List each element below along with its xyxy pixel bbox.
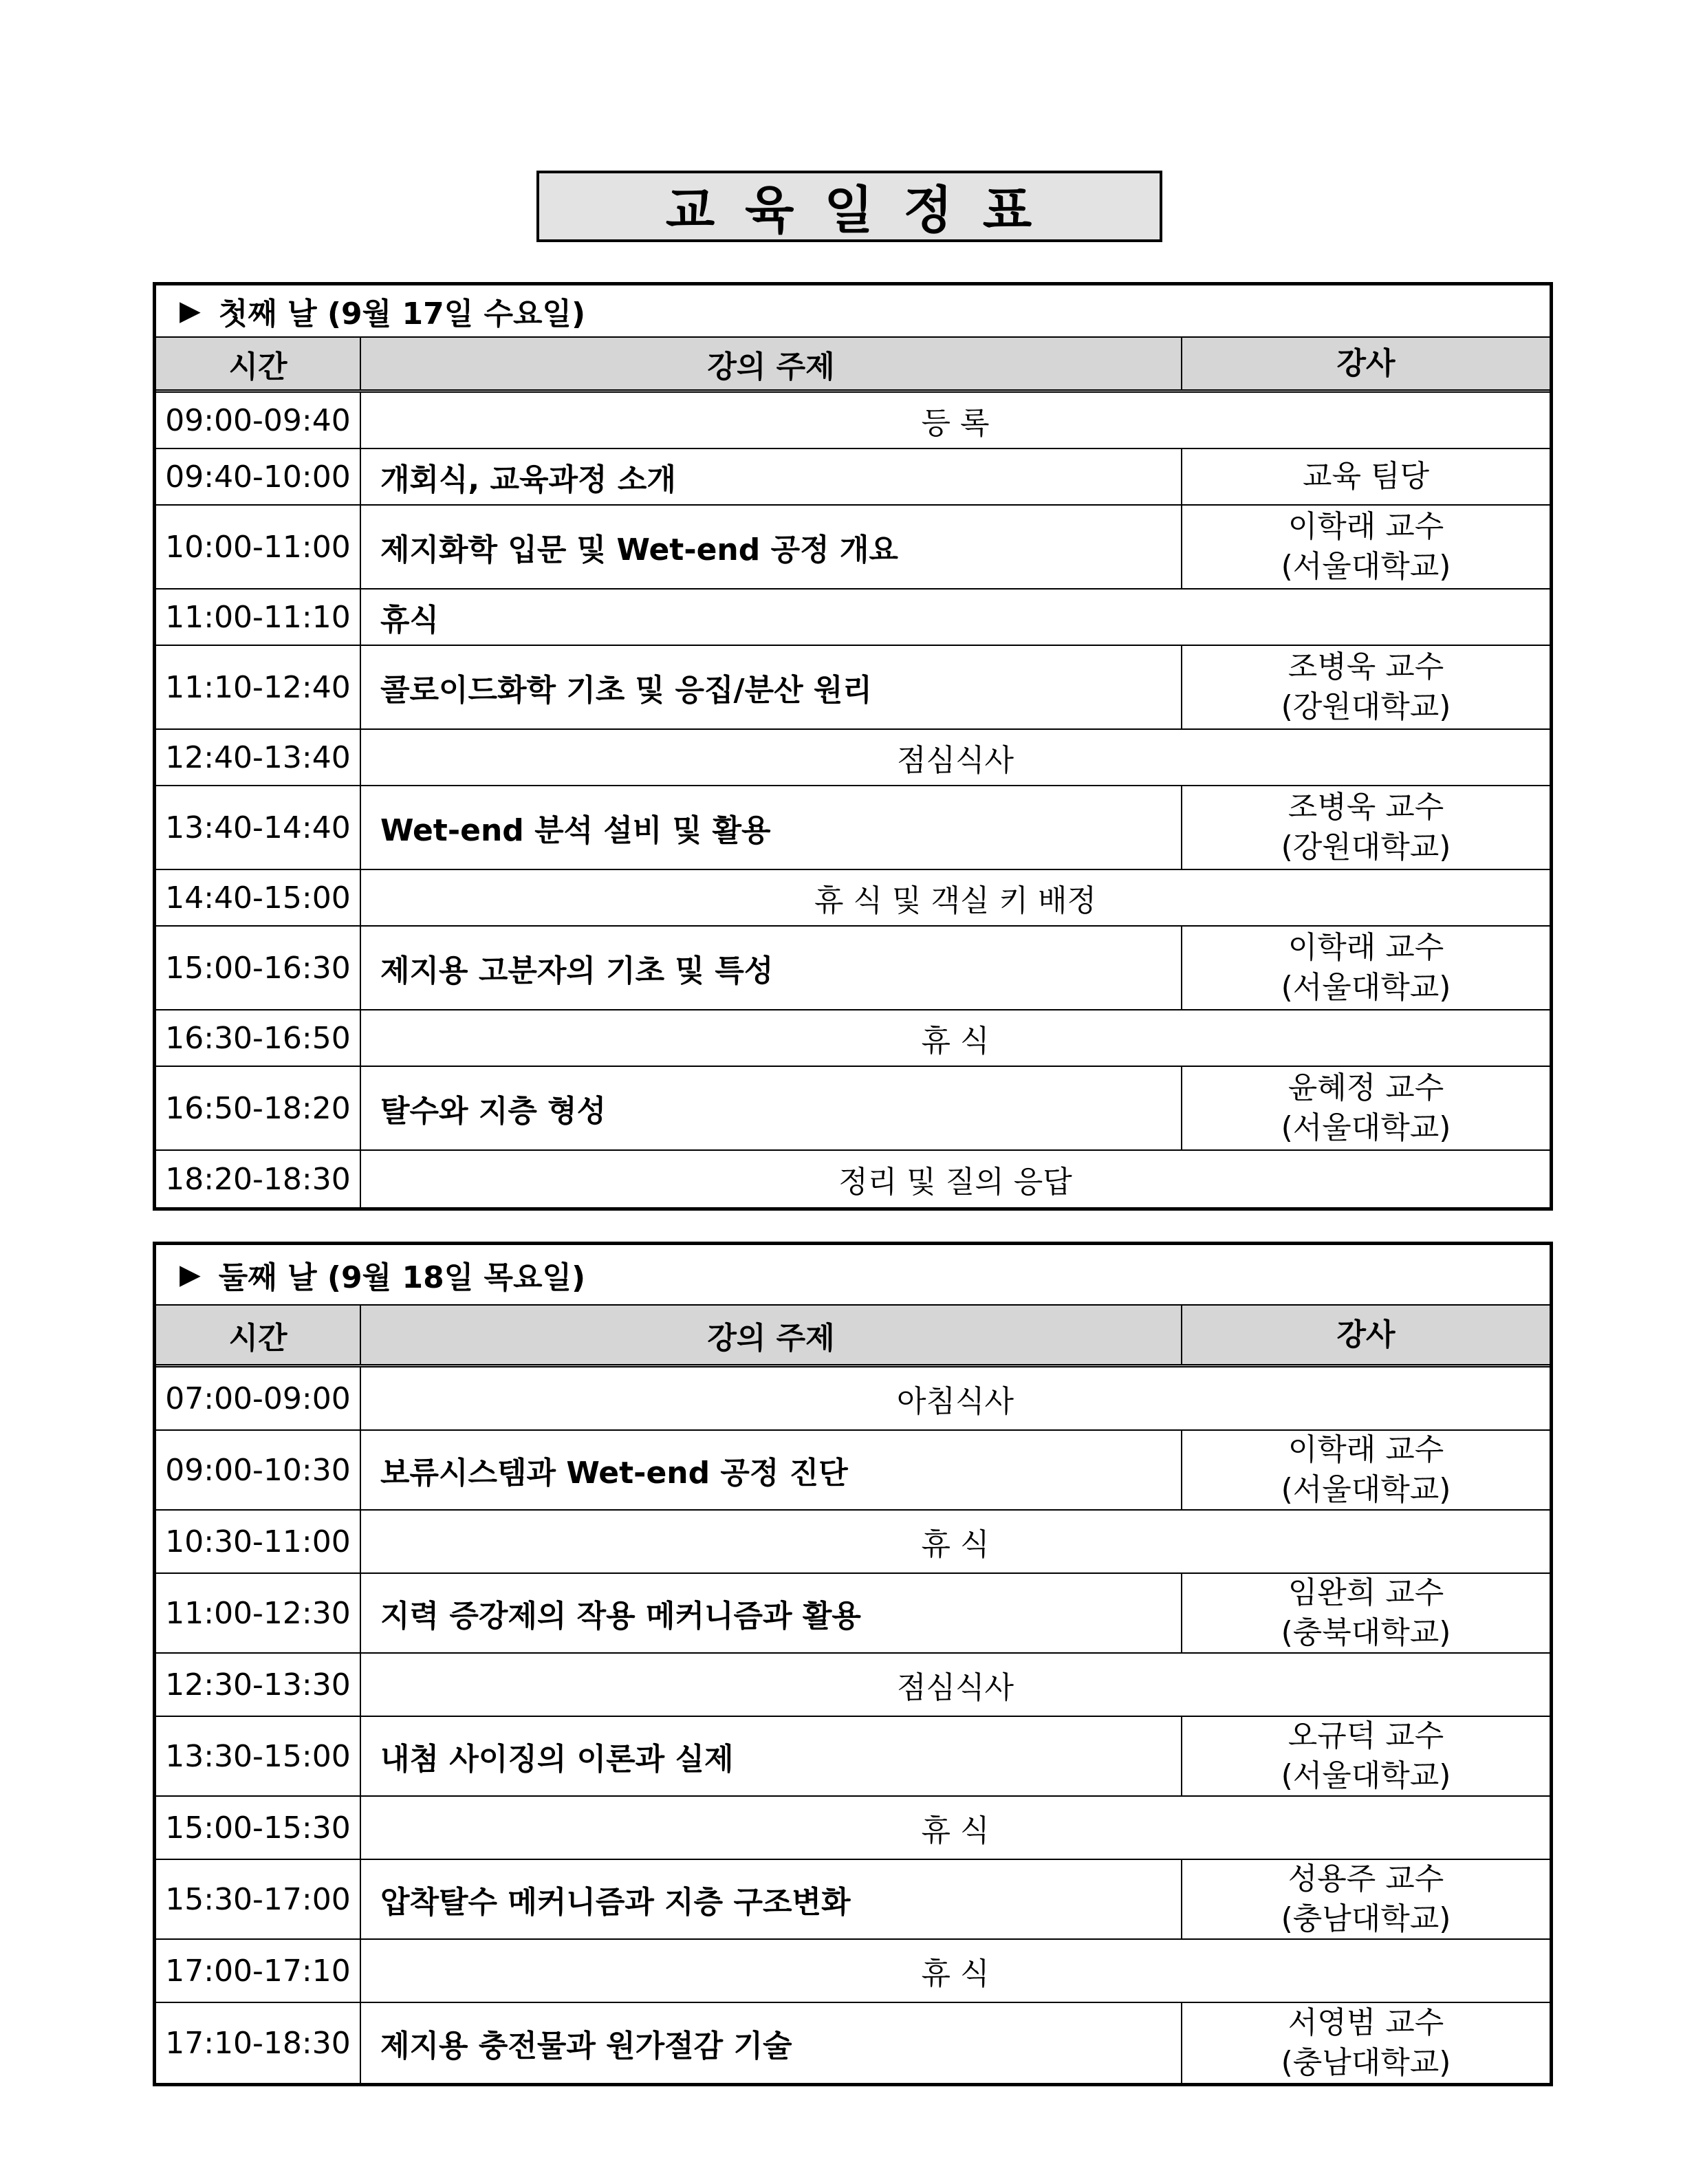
lecturer-affiliation: (서울대학교)	[1281, 1472, 1451, 1507]
merged-activity-cell: 휴 식	[921, 1527, 990, 1562]
time-cell: 10:00-11:00	[156, 506, 361, 588]
lecturer-cell	[1182, 2003, 1550, 2083]
lecturer-name: 이학래 교수	[1288, 930, 1444, 965]
lecturer-name: 성용주 교수	[1288, 1861, 1444, 1896]
lecturer-name: 이학래 교수	[1288, 1432, 1444, 1467]
table-row	[156, 1654, 1550, 1717]
table-row	[156, 1797, 1550, 1860]
lecturer-affiliation: (강원대학교)	[1281, 830, 1451, 865]
time-cell: 16:50-18:20	[156, 1067, 361, 1149]
lecturer-name: 윤혜정 교수	[1288, 1070, 1444, 1105]
table-row	[156, 449, 1550, 506]
table-row	[156, 1151, 1550, 1207]
column-header-topic: 강의 주제	[361, 338, 1182, 389]
day-heading-text: 둘째 날 (9월 18일 목요일)	[218, 1260, 586, 1295]
topic-cell: 제지화학 입문 및 Wet-end 공정 개요	[361, 506, 1182, 588]
table-row	[156, 1511, 1550, 1574]
lecturer-affiliation: (서울대학교)	[1281, 549, 1451, 584]
merged-activity-cell: 점심식사	[896, 1670, 1014, 1705]
table-row	[156, 730, 1550, 786]
lecturer-cell	[1182, 1431, 1550, 1509]
table-row	[156, 1431, 1550, 1511]
lecturer-cell	[1182, 1574, 1550, 1652]
column-header-time: 시간	[156, 1306, 361, 1364]
column-header-row	[156, 338, 1550, 393]
table-row	[156, 786, 1550, 870]
table-row	[156, 1574, 1550, 1654]
topic-cell: 제지용 충전물과 원가절감 기술	[361, 2003, 1182, 2083]
table-row	[156, 646, 1550, 730]
table-row	[156, 506, 1550, 590]
day-heading	[156, 1245, 1550, 1306]
time-cell: 15:00-16:30	[156, 927, 361, 1009]
table-row	[156, 1940, 1550, 2003]
lecturer-name: 교육 팀당	[1302, 459, 1429, 494]
time-cell: 12:30-13:30	[156, 1654, 361, 1716]
column-header-topic: 강의 주제	[361, 1306, 1182, 1364]
lecturer-cell	[1182, 927, 1550, 1009]
time-cell: 15:30-17:00	[156, 1860, 361, 1938]
triangle-right-icon: ▶	[180, 1259, 201, 1290]
merged-activity-cell: 정리 및 질의 응답	[838, 1165, 1072, 1200]
table-row	[156, 2003, 1550, 2083]
table-row	[156, 1860, 1550, 1940]
lecturer-name: 임완희 교수	[1288, 1575, 1444, 1610]
lecturer-cell	[1182, 449, 1550, 504]
topic-cell: 지력 증강제의 작용 메커니즘과 활용	[361, 1574, 1182, 1652]
merged-activity-cell: 등 록	[921, 406, 990, 441]
topic-cell: 제지용 고분자의 기초 및 특성	[361, 927, 1182, 1009]
lecturer-cell	[1182, 1860, 1550, 1938]
time-cell: 12:40-13:40	[156, 730, 361, 785]
lecturer-affiliation: (서울대학교)	[1281, 1758, 1451, 1793]
time-cell: 07:00-09:00	[156, 1367, 361, 1429]
lecturer-name: 조병욱 교수	[1288, 649, 1444, 684]
lecturer-name: 서영범 교수	[1288, 2005, 1444, 2040]
merged-activity-cell: 아침식사	[896, 1384, 1014, 1419]
merged-activity-cell: 점심식사	[896, 743, 1014, 778]
time-cell: 11:00-12:30	[156, 1574, 361, 1652]
column-header-lecturer: 강사	[1336, 345, 1396, 381]
lecturer-name: 오규덕 교수	[1288, 1718, 1444, 1753]
lecturer-affiliation: (강원대학교)	[1281, 689, 1451, 724]
merged-activity-cell: 휴 식	[921, 1024, 990, 1059]
topic-cell: 개회식, 교육과정 소개	[361, 449, 1182, 504]
time-cell: 15:00-15:30	[156, 1797, 361, 1859]
time-cell: 16:30-16:50	[156, 1010, 361, 1066]
lecturer-affiliation: (서울대학교)	[1281, 1110, 1451, 1145]
time-cell: 10:30-11:00	[156, 1511, 361, 1572]
column-header-lecturer: 강사	[1336, 1317, 1396, 1352]
time-cell: 13:40-14:40	[156, 786, 361, 869]
time-cell: 17:00-17:10	[156, 1940, 361, 2002]
table-row	[156, 590, 1550, 646]
table-row	[156, 1367, 1550, 1431]
time-cell: 11:10-12:40	[156, 646, 361, 728]
merged-activity-cell: 휴 식 및 객실 키 배정	[814, 883, 1096, 918]
lecturer-name: 조병욱 교수	[1288, 790, 1444, 825]
lecturer-cell	[1182, 506, 1550, 588]
topic-cell: 압착탈수 메커니즘과 지층 구조변화	[361, 1860, 1182, 1938]
table-row	[156, 1010, 1550, 1067]
lecturer-affiliation: (서울대학교)	[1281, 970, 1451, 1005]
day-2-schedule-table	[153, 1242, 1553, 2086]
table-row	[156, 1067, 1550, 1151]
table-row	[156, 393, 1550, 449]
table-row	[156, 927, 1550, 1010]
topic-cell: Wet-end 분석 설비 및 활용	[361, 786, 1182, 869]
topic-cell: 보류시스템과 Wet-end 공정 진단	[361, 1431, 1182, 1509]
topic-cell: 내첨 사이징의 이론과 실제	[361, 1717, 1182, 1795]
table-row	[156, 1717, 1550, 1797]
topic-cell: 휴식	[380, 603, 439, 638]
lecturer-cell	[1182, 786, 1550, 869]
time-cell: 18:20-18:30	[156, 1151, 361, 1207]
time-cell: 14:40-15:00	[156, 870, 361, 925]
lecturer-affiliation: (충남대학교)	[1281, 2045, 1451, 2080]
time-cell: 13:30-15:00	[156, 1717, 361, 1795]
topic-cell: 탈수와 지층 형성	[361, 1067, 1182, 1149]
day-heading-text: 첫째 날 (9월 17일 수요일)	[218, 296, 586, 332]
triangle-right-icon: ▶	[180, 295, 201, 327]
time-cell: 09:00-10:30	[156, 1431, 361, 1509]
lecturer-cell	[1182, 1067, 1550, 1149]
topic-cell: 콜로이드화학 기초 및 응집/분산 원리	[361, 646, 1182, 728]
page-title: 교 육 일 정 표	[536, 171, 1162, 242]
day-heading	[156, 285, 1550, 338]
column-header-row	[156, 1306, 1550, 1367]
column-header-time: 시간	[156, 338, 361, 389]
time-cell: 11:00-11:10	[156, 590, 361, 645]
lecturer-affiliation: (충북대학교)	[1281, 1615, 1451, 1650]
table-row	[156, 870, 1550, 927]
merged-activity-cell: 휴 식	[921, 1813, 990, 1848]
time-cell: 09:40-10:00	[156, 449, 361, 504]
merged-activity-cell: 휴 식	[921, 1956, 990, 1991]
lecturer-cell	[1182, 1717, 1550, 1795]
lecturer-name: 이학래 교수	[1288, 509, 1444, 544]
time-cell: 09:00-09:40	[156, 393, 361, 448]
time-cell: 17:10-18:30	[156, 2003, 361, 2083]
lecturer-affiliation: (충남대학교)	[1281, 1901, 1451, 1936]
day-1-schedule-table	[153, 282, 1553, 1211]
lecturer-cell	[1182, 646, 1550, 728]
